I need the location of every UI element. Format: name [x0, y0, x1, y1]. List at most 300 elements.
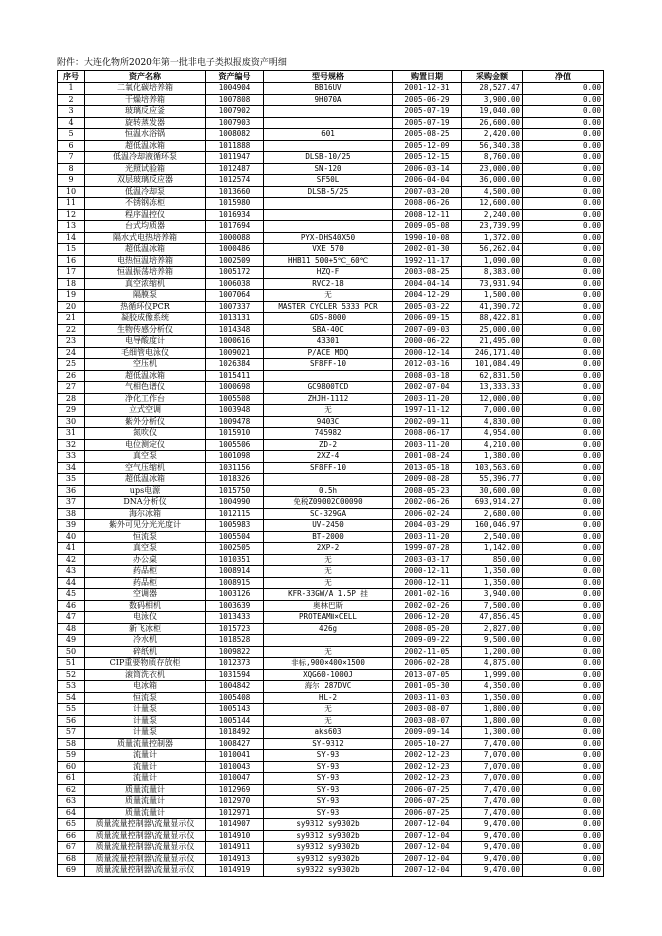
model-spec [264, 106, 393, 118]
row-index: 3 [58, 106, 85, 118]
purchase-amount: 62,831.50 [462, 370, 523, 382]
net-value: 0.00 [523, 715, 604, 727]
asset-name: 药品柜 [85, 566, 206, 578]
purchase-amount: 1,090.00 [462, 255, 523, 267]
model-spec: 2XP-2 [264, 543, 393, 555]
model-spec [264, 370, 393, 382]
purchase-amount: 88,422.81 [462, 313, 523, 325]
row-index: 26 [58, 370, 85, 382]
asset-id: 1015980 [206, 198, 264, 210]
net-value: 0.00 [523, 819, 604, 831]
row-index: 29 [58, 405, 85, 417]
asset-name: 真空泵 [85, 451, 206, 463]
asset-name: 隔膜泵 [85, 290, 206, 302]
model-spec: SY-93 [264, 761, 393, 773]
asset-id: 1007337 [206, 301, 264, 313]
purchase-amount: 9,470.00 [462, 842, 523, 854]
purchase-amount: 9,470.00 [462, 819, 523, 831]
asset-name: 低温冷却泵 [85, 186, 206, 198]
purchase-amount: 26,600.00 [462, 117, 523, 129]
header-purchase-amount: 采购金额 [462, 71, 523, 83]
model-spec: 无 [264, 290, 393, 302]
asset-id: 1015750 [206, 485, 264, 497]
purchase-amount: 12,000.00 [462, 393, 523, 405]
purchase-amount: 2,540.00 [462, 531, 523, 543]
asset-id: 1014910 [206, 830, 264, 842]
asset-id: 1015723 [206, 623, 264, 635]
row-index: 6 [58, 140, 85, 152]
model-spec: VXE 570 [264, 244, 393, 256]
model-spec: SF8FF-10 [264, 462, 393, 474]
asset-name: 超低温冰箱 [85, 140, 206, 152]
table-row [58, 347, 604, 359]
asset-id: 1026384 [206, 359, 264, 371]
model-spec: sy9312 sy9302b [264, 830, 393, 842]
table-row [58, 393, 604, 405]
purchase-amount: 2,827.00 [462, 623, 523, 635]
model-spec: SF8FF-10 [264, 359, 393, 371]
model-spec: sy9312 sy9302b [264, 842, 393, 854]
purchase-date: 2007-12-04 [393, 830, 462, 842]
net-value: 0.00 [523, 497, 604, 509]
model-spec: HHB11 500+5℃_60℃ [264, 255, 393, 267]
net-value: 0.00 [523, 152, 604, 164]
net-value: 0.00 [523, 784, 604, 796]
table-row [58, 842, 604, 854]
net-value: 0.00 [523, 129, 604, 141]
row-index: 23 [58, 336, 85, 348]
purchase-date: 2002-06-26 [393, 497, 462, 509]
row-index: 46 [58, 600, 85, 612]
net-value: 0.00 [523, 255, 604, 267]
asset-name: 紫外可见分光光度计 [85, 520, 206, 532]
row-index: 61 [58, 773, 85, 785]
purchase-amount: 160,046.97 [462, 520, 523, 532]
table-row [58, 646, 604, 658]
model-spec: 9H070A [264, 94, 393, 106]
purchase-amount: 4,350.00 [462, 681, 523, 693]
net-value: 0.00 [523, 94, 604, 106]
table-row [58, 485, 604, 497]
asset-name: 紫外分析仪 [85, 416, 206, 428]
table-row [58, 773, 604, 785]
table-row [58, 796, 604, 808]
purchase-date: 2003-08-07 [393, 704, 462, 716]
purchase-amount: 1,999.00 [462, 669, 523, 681]
net-value: 0.00 [523, 681, 604, 693]
asset-name: 电热恒温培养箱 [85, 255, 206, 267]
row-index: 28 [58, 393, 85, 405]
row-index: 9 [58, 175, 85, 187]
row-index: 60 [58, 761, 85, 773]
table-row [58, 94, 604, 106]
purchase-amount: 9,470.00 [462, 830, 523, 842]
purchase-amount: 9,470.00 [462, 853, 523, 865]
row-index: 56 [58, 715, 85, 727]
asset-name: 隔水式电热培养箱 [85, 232, 206, 244]
net-value: 0.00 [523, 232, 604, 244]
table-row [58, 370, 604, 382]
model-spec: sy9312 sy9302b [264, 819, 393, 831]
purchase-date: 2001-02-16 [393, 589, 462, 601]
asset-name: 玻璃反应釜 [85, 106, 206, 118]
row-index: 59 [58, 750, 85, 762]
table-row [58, 658, 604, 670]
table-row [58, 462, 604, 474]
asset-name: 质量流量控制器 [85, 738, 206, 750]
net-value: 0.00 [523, 623, 604, 635]
model-spec: sy9312 sy9302b [264, 853, 393, 865]
purchase-amount: 56,262.04 [462, 244, 523, 256]
net-value: 0.00 [523, 301, 604, 313]
asset-id: 1005143 [206, 704, 264, 716]
purchase-amount: 7,470.00 [462, 738, 523, 750]
purchase-amount: 101,084.49 [462, 359, 523, 371]
purchase-amount: 2,240.00 [462, 209, 523, 221]
net-value: 0.00 [523, 612, 604, 624]
model-spec: SY-93 [264, 773, 393, 785]
asset-id: 1005172 [206, 267, 264, 279]
model-spec: SY-93 [264, 750, 393, 762]
table-row [58, 451, 604, 463]
model-spec: 无 [264, 646, 393, 658]
table-row [58, 497, 604, 509]
purchase-amount: 28,527.47 [462, 83, 523, 95]
table-row [58, 727, 604, 739]
asset-name: 计量泵 [85, 715, 206, 727]
table-row [58, 278, 604, 290]
asset-name: 质量流量控制器\流量显示仪 [85, 865, 206, 877]
table-row [58, 416, 604, 428]
asset-table [57, 70, 604, 877]
asset-name: 质量流量控制器\流量显示仪 [85, 830, 206, 842]
asset-name: 凝胶成像系统 [85, 313, 206, 325]
purchase-date: 2008-12-11 [393, 209, 462, 221]
model-spec: 9403C [264, 416, 393, 428]
asset-id: 1014919 [206, 865, 264, 877]
asset-id: 1000616 [206, 336, 264, 348]
asset-name: 台式均质器 [85, 221, 206, 233]
purchase-date: 2008-05-20 [393, 623, 462, 635]
net-value: 0.00 [523, 761, 604, 773]
asset-id: 1018326 [206, 474, 264, 486]
purchase-amount: 1,300.00 [462, 727, 523, 739]
row-index: 12 [58, 209, 85, 221]
asset-name: 光照试验箱 [85, 163, 206, 175]
asset-name: 流量计 [85, 761, 206, 773]
net-value: 0.00 [523, 543, 604, 555]
purchase-date: 2013-05-18 [393, 462, 462, 474]
table-row [58, 508, 604, 520]
model-spec: 601 [264, 129, 393, 141]
table-row [58, 577, 604, 589]
net-value: 0.00 [523, 589, 604, 601]
row-index: 48 [58, 623, 85, 635]
purchase-date: 2002-09-11 [393, 416, 462, 428]
asset-name: 立式空调 [85, 405, 206, 417]
purchase-date: 2002-11-05 [393, 646, 462, 658]
purchase-date: 2001-05-30 [393, 681, 462, 693]
model-spec: PYX-DHS40X50 [264, 232, 393, 244]
model-spec: 免税Z09002C00090 [264, 497, 393, 509]
row-index: 63 [58, 796, 85, 808]
purchase-date: 1999-07-28 [393, 543, 462, 555]
row-index: 13 [58, 221, 85, 233]
asset-name: 电导酸度计 [85, 336, 206, 348]
model-spec: SF50L [264, 175, 393, 187]
asset-id: 1003948 [206, 405, 264, 417]
row-index: 68 [58, 853, 85, 865]
row-index: 17 [58, 267, 85, 279]
asset-id: 1009822 [206, 646, 264, 658]
purchase-date: 2000-06-22 [393, 336, 462, 348]
row-index: 44 [58, 577, 85, 589]
row-index: 62 [58, 784, 85, 796]
asset-id: 1010041 [206, 750, 264, 762]
asset-id: 1005983 [206, 520, 264, 532]
net-value: 0.00 [523, 704, 604, 716]
row-index: 50 [58, 646, 85, 658]
table-row [58, 359, 604, 371]
purchase-date: 2007-12-04 [393, 842, 462, 854]
asset-name: 双层玻璃反应器 [85, 175, 206, 187]
purchase-amount: 21,495.00 [462, 336, 523, 348]
asset-id: 1031594 [206, 669, 264, 681]
purchase-amount: 1,800.00 [462, 715, 523, 727]
purchase-amount: 73,931.94 [462, 278, 523, 290]
purchase-date: 2006-03-14 [393, 163, 462, 175]
net-value: 0.00 [523, 577, 604, 589]
model-spec: HZQ-F [264, 267, 393, 279]
purchase-date: 2007-03-20 [393, 186, 462, 198]
table-row [58, 554, 604, 566]
table-row [58, 612, 604, 624]
row-index: 11 [58, 198, 85, 210]
purchase-amount: 246,171.40 [462, 347, 523, 359]
asset-id: 1002505 [206, 543, 264, 555]
asset-name: CIP重要物质存放柜 [85, 658, 206, 670]
asset-name: 程序温控仪 [85, 209, 206, 221]
net-value: 0.00 [523, 267, 604, 279]
table-row [58, 439, 604, 451]
asset-id: 1007808 [206, 94, 264, 106]
model-spec [264, 117, 393, 129]
row-index: 27 [58, 382, 85, 394]
purchase-amount: 1,500.00 [462, 290, 523, 302]
header-model: 型号规格 [264, 71, 393, 83]
net-value: 0.00 [523, 163, 604, 175]
asset-name: 电位测定仪 [85, 439, 206, 451]
model-spec: XQG60-1000J [264, 669, 393, 681]
asset-name: 净化工作台 [85, 393, 206, 405]
model-spec: 无 [264, 554, 393, 566]
asset-name: 超低温冰箱 [85, 244, 206, 256]
model-spec: GC9800TCD [264, 382, 393, 394]
model-spec: 无 [264, 566, 393, 578]
purchase-amount: 56,340.38 [462, 140, 523, 152]
purchase-amount: 7,470.00 [462, 796, 523, 808]
asset-name: 流量计 [85, 773, 206, 785]
asset-id: 1012970 [206, 796, 264, 808]
net-value: 0.00 [523, 416, 604, 428]
model-spec: 无 [264, 577, 393, 589]
purchase-amount: 103,563.60 [462, 462, 523, 474]
purchase-date: 2007-12-04 [393, 853, 462, 865]
asset-name: 旋转蒸发器 [85, 117, 206, 129]
model-spec: HL-2 [264, 692, 393, 704]
purchase-amount: 47,856.45 [462, 612, 523, 624]
row-index: 4 [58, 117, 85, 129]
net-value: 0.00 [523, 462, 604, 474]
model-spec: 426g [264, 623, 393, 635]
net-value: 0.00 [523, 451, 604, 463]
model-spec: BB16UV [264, 83, 393, 95]
purchase-date: 2002-02-26 [393, 600, 462, 612]
purchase-date: 2009-09-22 [393, 635, 462, 647]
purchase-date: 2003-11-03 [393, 692, 462, 704]
table-row [58, 807, 604, 819]
net-value: 0.00 [523, 405, 604, 417]
asset-id: 1012969 [206, 784, 264, 796]
table-row [58, 830, 604, 842]
model-spec: 43301 [264, 336, 393, 348]
model-spec [264, 221, 393, 233]
asset-id: 1009478 [206, 416, 264, 428]
purchase-date: 2007-12-04 [393, 865, 462, 877]
row-index: 41 [58, 543, 85, 555]
asset-name: 质量流量计 [85, 784, 206, 796]
asset-name: 滚筒洗衣机 [85, 669, 206, 681]
purchase-amount: 41,390.72 [462, 301, 523, 313]
purchase-amount: 7,470.00 [462, 784, 523, 796]
asset-id: 1007903 [206, 117, 264, 129]
model-spec: SY-93 [264, 784, 393, 796]
purchase-date: 2002-12-23 [393, 761, 462, 773]
net-value: 0.00 [523, 566, 604, 578]
net-value: 0.00 [523, 508, 604, 520]
asset-name: 真空浓缩机 [85, 278, 206, 290]
net-value: 0.00 [523, 865, 604, 877]
asset-name: 质量流量计 [85, 796, 206, 808]
model-spec: SBA-40C [264, 324, 393, 336]
asset-name: 药品柜 [85, 577, 206, 589]
purchase-amount: 2,680.00 [462, 508, 523, 520]
row-index: 42 [58, 554, 85, 566]
asset-id: 1018492 [206, 727, 264, 739]
asset-id: 1014907 [206, 819, 264, 831]
table-row [58, 738, 604, 750]
model-spec: DLSB-5/25 [264, 186, 393, 198]
net-value: 0.00 [523, 278, 604, 290]
table-row [58, 543, 604, 555]
purchase-date: 2013-07-05 [393, 669, 462, 681]
purchase-amount: 30,600.00 [462, 485, 523, 497]
table-row [58, 186, 604, 198]
asset-id: 1005408 [206, 692, 264, 704]
table-row [58, 520, 604, 532]
net-value: 0.00 [523, 324, 604, 336]
table-row [58, 175, 604, 187]
purchase-amount: 3,940.00 [462, 589, 523, 601]
asset-name: DNA分析仪 [85, 497, 206, 509]
model-spec: KFR-33GW/A 1.5P 挂 [264, 589, 393, 601]
purchase-amount: 693,914.27 [462, 497, 523, 509]
row-index: 22 [58, 324, 85, 336]
row-index: 5 [58, 129, 85, 141]
asset-id: 1005508 [206, 393, 264, 405]
table-row [58, 336, 604, 348]
asset-id: 1012115 [206, 508, 264, 520]
asset-name: 海尔冰箱 [85, 508, 206, 520]
row-index: 34 [58, 462, 85, 474]
net-value: 0.00 [523, 117, 604, 129]
purchase-date: 2008-06-17 [393, 428, 462, 440]
net-value: 0.00 [523, 313, 604, 325]
purchase-date: 2005-07-19 [393, 117, 462, 129]
asset-name: 氮吹仪 [85, 428, 206, 440]
purchase-date: 2007-12-04 [393, 819, 462, 831]
model-spec: sy9322 sy9302b [264, 865, 393, 877]
row-index: 2 [58, 94, 85, 106]
asset-id: 1005144 [206, 715, 264, 727]
purchase-date: 2005-12-15 [393, 152, 462, 164]
asset-name: 空气压缩机 [85, 462, 206, 474]
purchase-date: 2005-12-09 [393, 140, 462, 152]
asset-id: 1008082 [206, 129, 264, 141]
purchase-amount: 23,000.00 [462, 163, 523, 175]
table-row [58, 255, 604, 267]
purchase-date: 2012-03-16 [393, 359, 462, 371]
asset-id: 1011888 [206, 140, 264, 152]
table-row [58, 784, 604, 796]
row-index: 49 [58, 635, 85, 647]
net-value: 0.00 [523, 244, 604, 256]
asset-name: 二氧化碳培养箱 [85, 83, 206, 95]
asset-id: 1031156 [206, 462, 264, 474]
purchase-date: 2003-11-20 [393, 439, 462, 451]
table-row [58, 382, 604, 394]
model-spec [264, 635, 393, 647]
asset-name: 恒流泵 [85, 692, 206, 704]
model-spec: 无 [264, 405, 393, 417]
row-index: 14 [58, 232, 85, 244]
table-row [58, 715, 604, 727]
purchase-amount: 1,350.00 [462, 577, 523, 589]
asset-name: 流量计 [85, 750, 206, 762]
asset-id: 1010043 [206, 761, 264, 773]
row-index: 20 [58, 301, 85, 313]
model-spec: BT-2000 [264, 531, 393, 543]
net-value: 0.00 [523, 853, 604, 865]
asset-id: 1009021 [206, 347, 264, 359]
purchase-amount: 3,900.00 [462, 94, 523, 106]
table-row [58, 106, 604, 118]
model-spec: 非标,900×400×1500 [264, 658, 393, 670]
purchase-date: 2009-05-08 [393, 221, 462, 233]
header-index: 序号 [58, 71, 85, 83]
net-value: 0.00 [523, 600, 604, 612]
asset-name: 质量流量计 [85, 807, 206, 819]
purchase-date: 2003-03-17 [393, 554, 462, 566]
asset-id: 1013433 [206, 612, 264, 624]
model-spec: SY-93 [264, 807, 393, 819]
asset-id: 1010047 [206, 773, 264, 785]
model-spec: GDS-8000 [264, 313, 393, 325]
net-value: 0.00 [523, 485, 604, 497]
purchase-date: 1992-11-17 [393, 255, 462, 267]
purchase-amount: 9,470.00 [462, 865, 523, 877]
row-index: 53 [58, 681, 85, 693]
